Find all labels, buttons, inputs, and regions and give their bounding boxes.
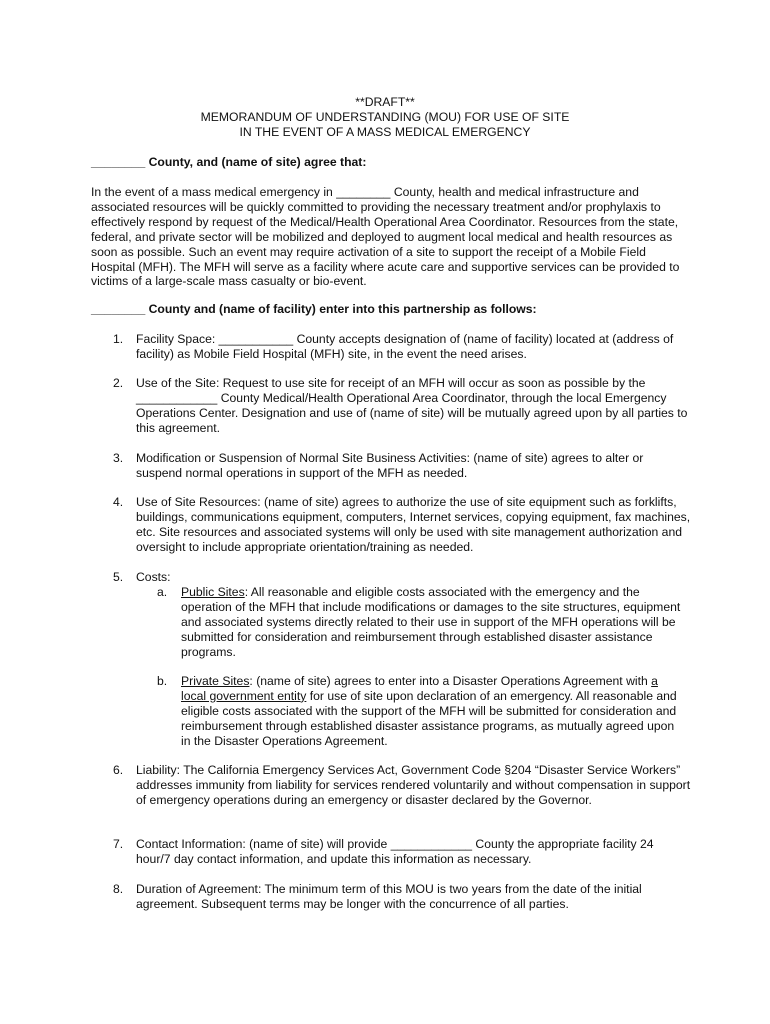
sub-item-letter: a. <box>157 585 168 599</box>
item-text: Costs: <box>136 570 171 584</box>
item-text: Use of Site Resources: (name of site) agrees to authorize the use of site equipment such as forklifts, buildings, communications equipment, computers, Internet services, copying equipment, fax machines, etc. Site resources and associated systems will only be used with site management authorization and oversight to include appropriate orientation/training as needed. <box>136 495 691 554</box>
partnership-heading: ________ County and (name of facility) enter into this partnership as follows: <box>91 302 537 316</box>
item-text: Modification or Suspension of Normal Site Business Activities: (name of site) agrees to alter or suspend normal operations in support of the MFH as needed. <box>136 451 644 480</box>
item-number: 2. <box>113 376 124 390</box>
draft-marker: **DRAFT** <box>355 95 415 109</box>
item-text: Contact Information: (name of site) will provide ____________ County the appropriate facility 24 hour/7 day contact information, and update this information as necessary. <box>136 837 654 866</box>
local-government-entity: a local government entity <box>181 674 658 703</box>
private-sites-text-cont: for use of site upon declaration of an emergency. All reasonable and eligible costs associated with the support of the MFH will be submitted for consideration and reimbursement through established disaster assistance programs, as mutually agreed upon in the Disaster Operations Agreement. <box>181 688 677 748</box>
public-sites-text: : All reasonable and eligible costs associated with the emergency and the operation of the MFH that include modifications or damages to the site structures, equipment and associated systems directly related to their use in support of the MFH operations will be submitted for consideration and reimbursement through established disaster assistance programs. <box>181 585 681 659</box>
document-title: MEMORANDUM OF UNDERSTANDING (MOU) FOR USE OF SITE <box>200 110 570 124</box>
document-subtitle: IN THE EVENT OF A MASS MEDICAL EMERGENCY <box>239 125 531 139</box>
sub-item-letter: b. <box>157 674 168 688</box>
item-number: 5. <box>113 570 124 584</box>
private-sites-label: Private Sites <box>181 674 250 688</box>
agreement-heading: ________ County, and (name of site) agree that: <box>91 155 367 169</box>
item-text: Liability: The California Emergency Services Act, Government Code §204 “Disaster Service Workers” addresses immunity from liability for services rendered voluntarily and without compensation in support of emergency operations during an emergency or disaster declared by the Governor. <box>136 763 691 807</box>
item-number: 3. <box>113 451 124 465</box>
item-text: Facility Space: ___________ County accepts designation of (name of facility) located at (address of facility) as Mobile Field Hospital (MFH) site, in the event the need arises. <box>136 332 674 361</box>
intro-paragraph: In the event of a mass medical emergency in ________ County, health and medical infrastructure and associated resources will be quickly committed to providing the necessary treatment and/or prophylaxis to effectively respond by request of the Medical/Health Operational Area Coordinator. Resources from the state, federal, and private sector will be mobilized and deployed to augment local medical and health resources as soon as possible. Such an event may require activation of a site to support the receipt of a Mobile Field Hospital (MFH). The MFH will serve as a facility where acute care and supportive services can be provided to victims of a large-scale mass casualty or bio-event. <box>91 185 680 289</box>
item-number: 4. <box>113 495 124 509</box>
item-number: 1. <box>113 332 124 346</box>
private-sites-text: : (name of site) agrees to enter into a Disaster Operations Agreement with <box>249 674 652 688</box>
item-number: 6. <box>113 763 124 777</box>
public-sites-label: Public Sites <box>181 585 245 599</box>
item-number: 7. <box>113 837 124 851</box>
item-text: Duration of Agreement: The minimum term of this MOU is two years from the date of the initial agreement. Subsequent terms may be longer with the concurrence of all parties. <box>136 882 642 911</box>
item-number: 8. <box>113 882 124 896</box>
item-text: Use of the Site: Request to use site for receipt of an MFH will occur as soon as possible by the ____________ County Medical/Health Operational Area Coordinator, through the local Emergency Operations Center. Designation and use of (name of site) will be mutually agreed upon by all parties to this agreement. <box>136 376 688 435</box>
